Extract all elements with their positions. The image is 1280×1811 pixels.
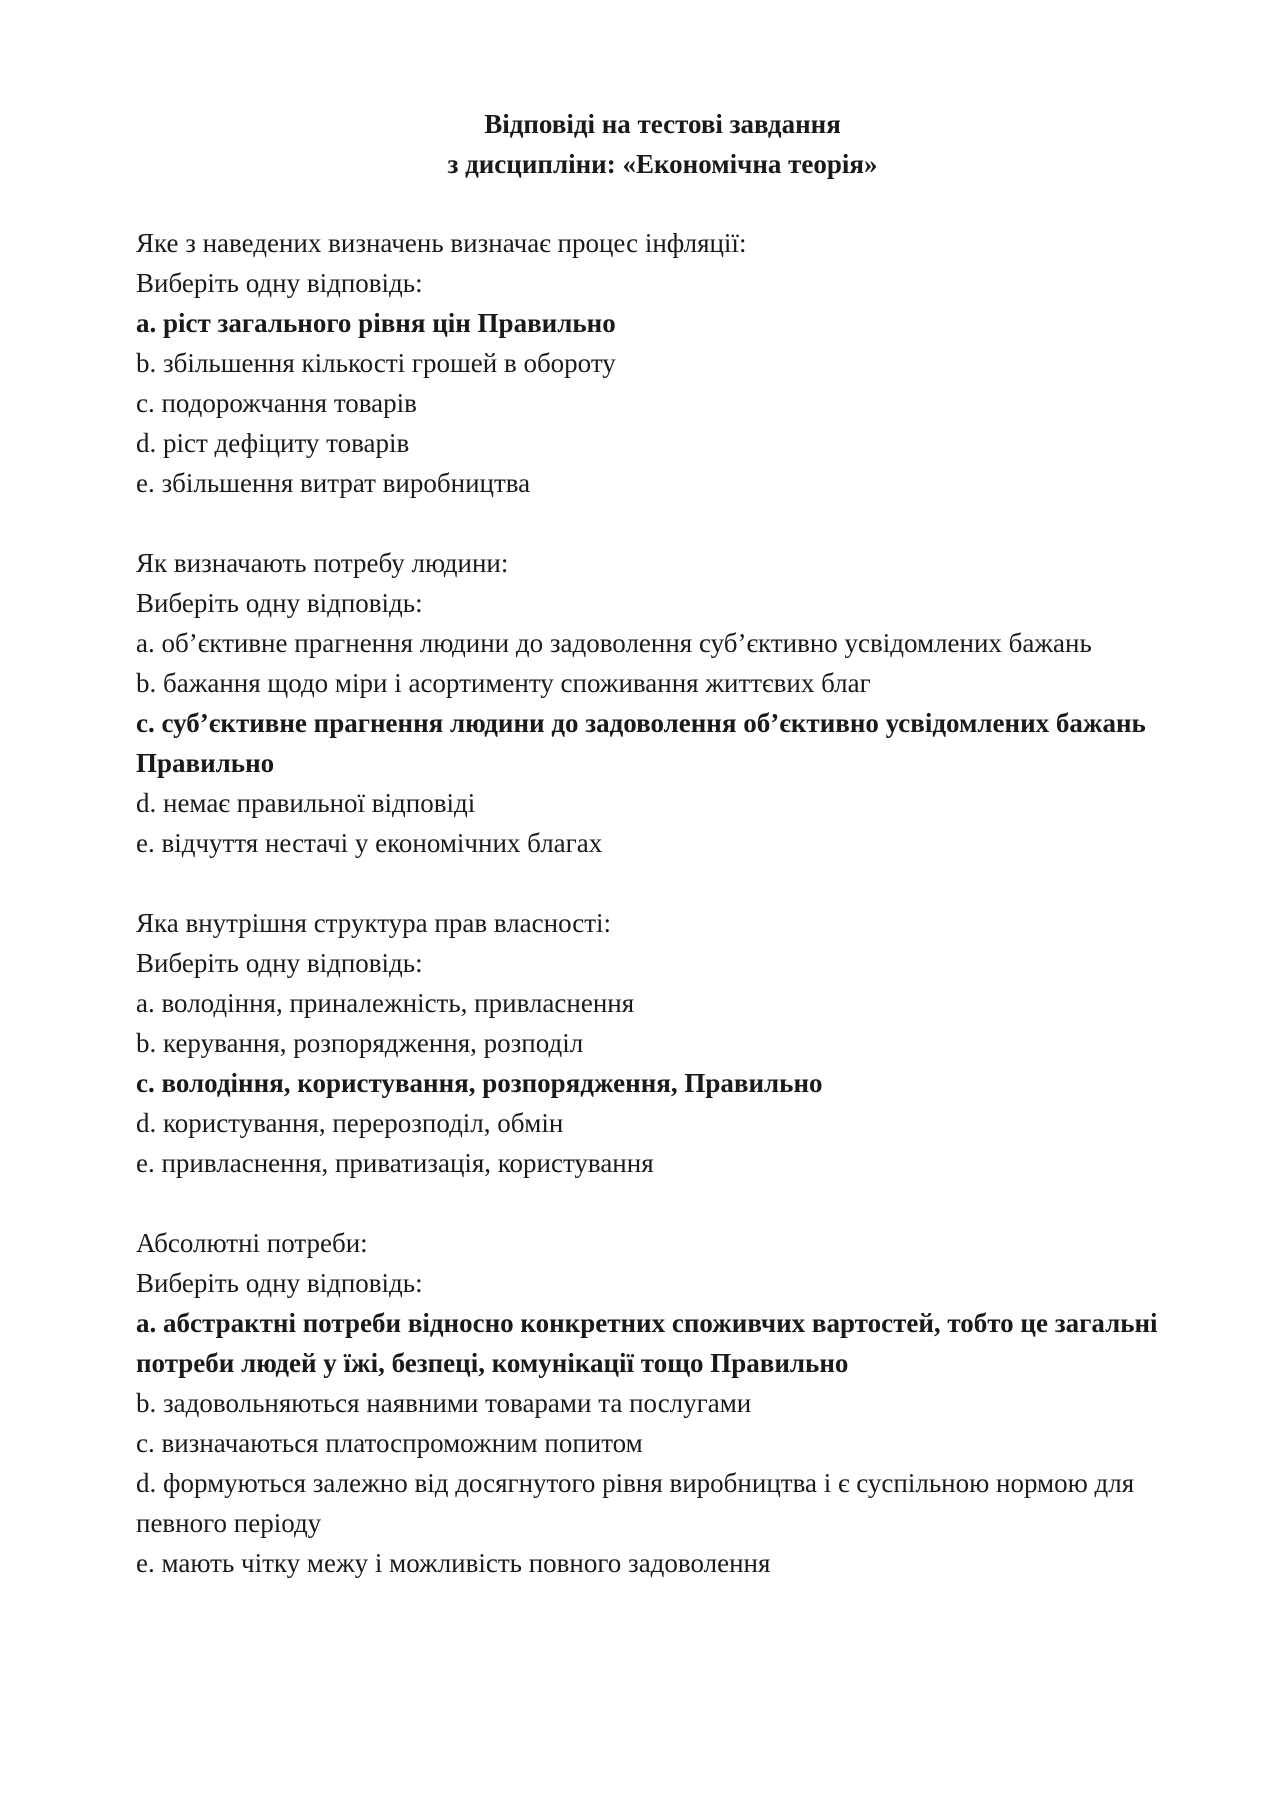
answer-option-a: a. ріст загального рівня цін Правильно — [136, 308, 616, 338]
question-text: Яке з наведених визначень визначає процес інфляції: — [136, 228, 747, 258]
answer-option-e: e. мають чітку межу і можливість повного задоволення — [136, 1548, 771, 1578]
answer-option-a: a. володіння, приналежність, привласнення — [136, 988, 635, 1018]
answer-option-c: c. подорожчання товарів — [136, 388, 417, 418]
question-instruction: Виберіть одну відповідь: — [136, 268, 423, 298]
question-1 — [136, 223, 1176, 503]
answer-option-a: a. об’єктивне прагнення людини до задоволення суб’єктивно усвідомлених бажань — [136, 628, 1092, 658]
answer-option-b: b. керування, розпорядження, розподіл — [136, 1028, 584, 1058]
answer-option-c: c. визначаються платоспроможним попитом — [136, 1428, 643, 1458]
answer-option-e: e. відчуття нестачі у економічних благах — [136, 828, 603, 858]
title-line-1: Відповіді на тестові завдання — [484, 109, 841, 139]
question-3 — [136, 903, 1176, 1183]
question-4 — [136, 1223, 1176, 1583]
question-instruction: Виберіть одну відповідь: — [136, 1268, 423, 1298]
document-title — [0, 104, 1280, 184]
answer-option-e: e. привласнення, приватизація, користування — [136, 1148, 654, 1178]
questions-list — [136, 223, 1176, 1623]
answer-option-e: e. збільшення витрат виробництва — [136, 468, 531, 498]
question-text: Абсолютні потреби: — [136, 1228, 368, 1258]
question-instruction: Виберіть одну відповідь: — [136, 948, 423, 978]
question-2 — [136, 543, 1176, 863]
answer-option-b: b. бажання щодо міри і асортименту споживання життєвих благ — [136, 668, 871, 698]
answer-option-d: d. ріст дефіциту товарів — [136, 428, 410, 458]
answer-option-b: b. задовольняються наявними товарами та послугами — [136, 1388, 752, 1418]
answer-option-b: b. збільшення кількості грошей в обороту — [136, 348, 616, 378]
question-text: Яка внутрішня структура прав власності: — [136, 908, 612, 938]
answer-option-a: a. абстрактні потреби відносно конкретних споживчих вартостей, тобто це загальні потреби людей у їжі, безпеці, комунікації тощо Правильно — [136, 1308, 1158, 1378]
answer-option-c: c. володіння, користування, розпорядження, Правильно — [136, 1068, 823, 1098]
answer-option-c: c. суб’єктивне прагнення людини до задоволення об’єктивно усвідомлених бажань Правильно — [136, 708, 1146, 778]
answer-option-d: d. формуються залежно від досягнутого рівня виробництва і є суспільною нормою для певного періоду — [136, 1468, 1135, 1538]
answer-option-d: d. користування, перерозподіл, обмін — [136, 1108, 564, 1138]
question-instruction: Виберіть одну відповідь: — [136, 588, 423, 618]
title-line-2: з дисципліни: «Економічна теорія» — [447, 149, 878, 179]
answer-option-d: d. немає правильної відповіді — [136, 788, 476, 818]
question-text: Як визначають потребу людини: — [136, 548, 509, 578]
